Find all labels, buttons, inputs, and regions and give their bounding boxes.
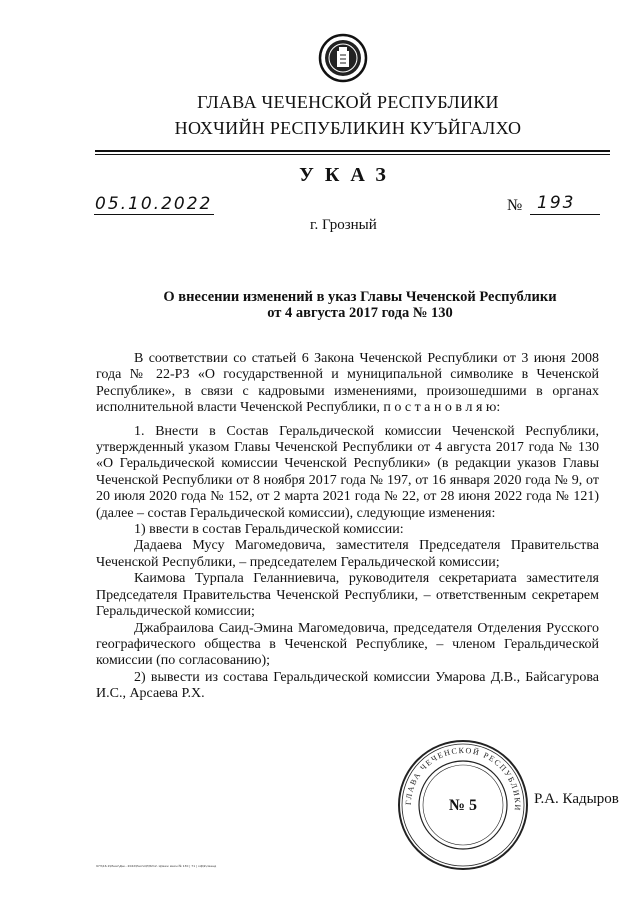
decree-date: 05.10.2022 [95, 194, 213, 214]
decree-title-line2: от 4 августа 2017 года № 130 [267, 305, 453, 321]
header-divider [95, 150, 610, 152]
decree-number: 193 [537, 193, 576, 213]
seal-number: № 5 [448, 797, 478, 814]
document-type: УКАЗ [299, 164, 397, 186]
member-dzhabrailov-paragraph: Джабраилова Саид-Эмина Магомедовича, председателя Отделения Русского географического общества в Чеченской Республике, – членом Геральдической комиссии (по согласованию); [96, 620, 599, 669]
decree-title [120, 289, 600, 321]
signatory-name: Р.А. Кадыров [534, 791, 619, 807]
member-dadaev-paragraph: Дадаева Мусу Магомедовича, заместителя Председателя Правительства Чеченской Республики, – председателем Геральдической комиссии; [96, 538, 599, 570]
preamble-paragraph: В соответствии со статьей 6 Закона Чеченской Республики от 3 июня 2008 года № 22-РЗ «О государственной и муниципальной символике в Чеченской Республике», в связи с кадровыми изменениями, произошедшими в органах исполнительной власти Чеченской Республики, п о с т а н о в л я ю: [96, 351, 599, 416]
member-kaimov-paragraph: Каимова Турпала Геланниевича, руководителя секретариата заместителя Председателя Правительства Чеченской Республики, – ответственным секретарем Геральдической комиссии; [96, 571, 599, 620]
issuer-title-russian: ГЛАВА ЧЕЧЕНСКОЙ РЕСПУБЛИКИ [197, 92, 499, 112]
subitem-1-paragraph: 1) ввести в состав Геральдической комиссии: [134, 522, 404, 538]
item-1-paragraph: 1. Внести в Состав Геральдической комиссии Чеченской Республики, утвержденный указом Главы Чеченской Республики от 4 августа 2017 года № 130 «О Геральдической комиссии Чеченской Республики» (в редакции указов Главы Чеченской Республики от 8 ноября 2017 года № 197, от 16 января 2020 года № 9, от 20 июля 2020 года № 152, от 2 марта 2021 года № 22, от 28 июня 2022 года № 121) (далее – состав Геральдической комиссии), следующие изменения: [96, 423, 599, 521]
official-seal-stamp [396, 738, 530, 872]
seal-ring-text: ГЛАВА ЧЕЧЕНСКОЙ РЕСПУБЛИКИ [403, 745, 523, 813]
number-underline [530, 214, 600, 215]
document-footer-code: 973\16.1\Мнас\Дш - 2022\Распо\Р\8212. Ц\меж мехн № 130 | 71 | оф\9\сменд [96, 864, 217, 868]
decree-title-line1: О внесении изменений в указ Главы Чеченской Республики [163, 289, 557, 305]
header-divider-thin [95, 154, 610, 155]
subitem-2-paragraph: 2) вывести из состава Геральдической комиссии Умарова Д.В., Байсагурова И.С., Арсаева Р.Х. [96, 669, 599, 702]
issuer-title-chechen: НОХЧИЙН РЕСПУБЛИКИН КУЪЙГАЛХО [174, 118, 522, 138]
number-label: № [507, 197, 523, 214]
decree-body [96, 351, 599, 703]
city: г. Грозный [310, 217, 377, 233]
date-underline [94, 214, 214, 215]
coat-of-arms-emblem [318, 33, 368, 83]
